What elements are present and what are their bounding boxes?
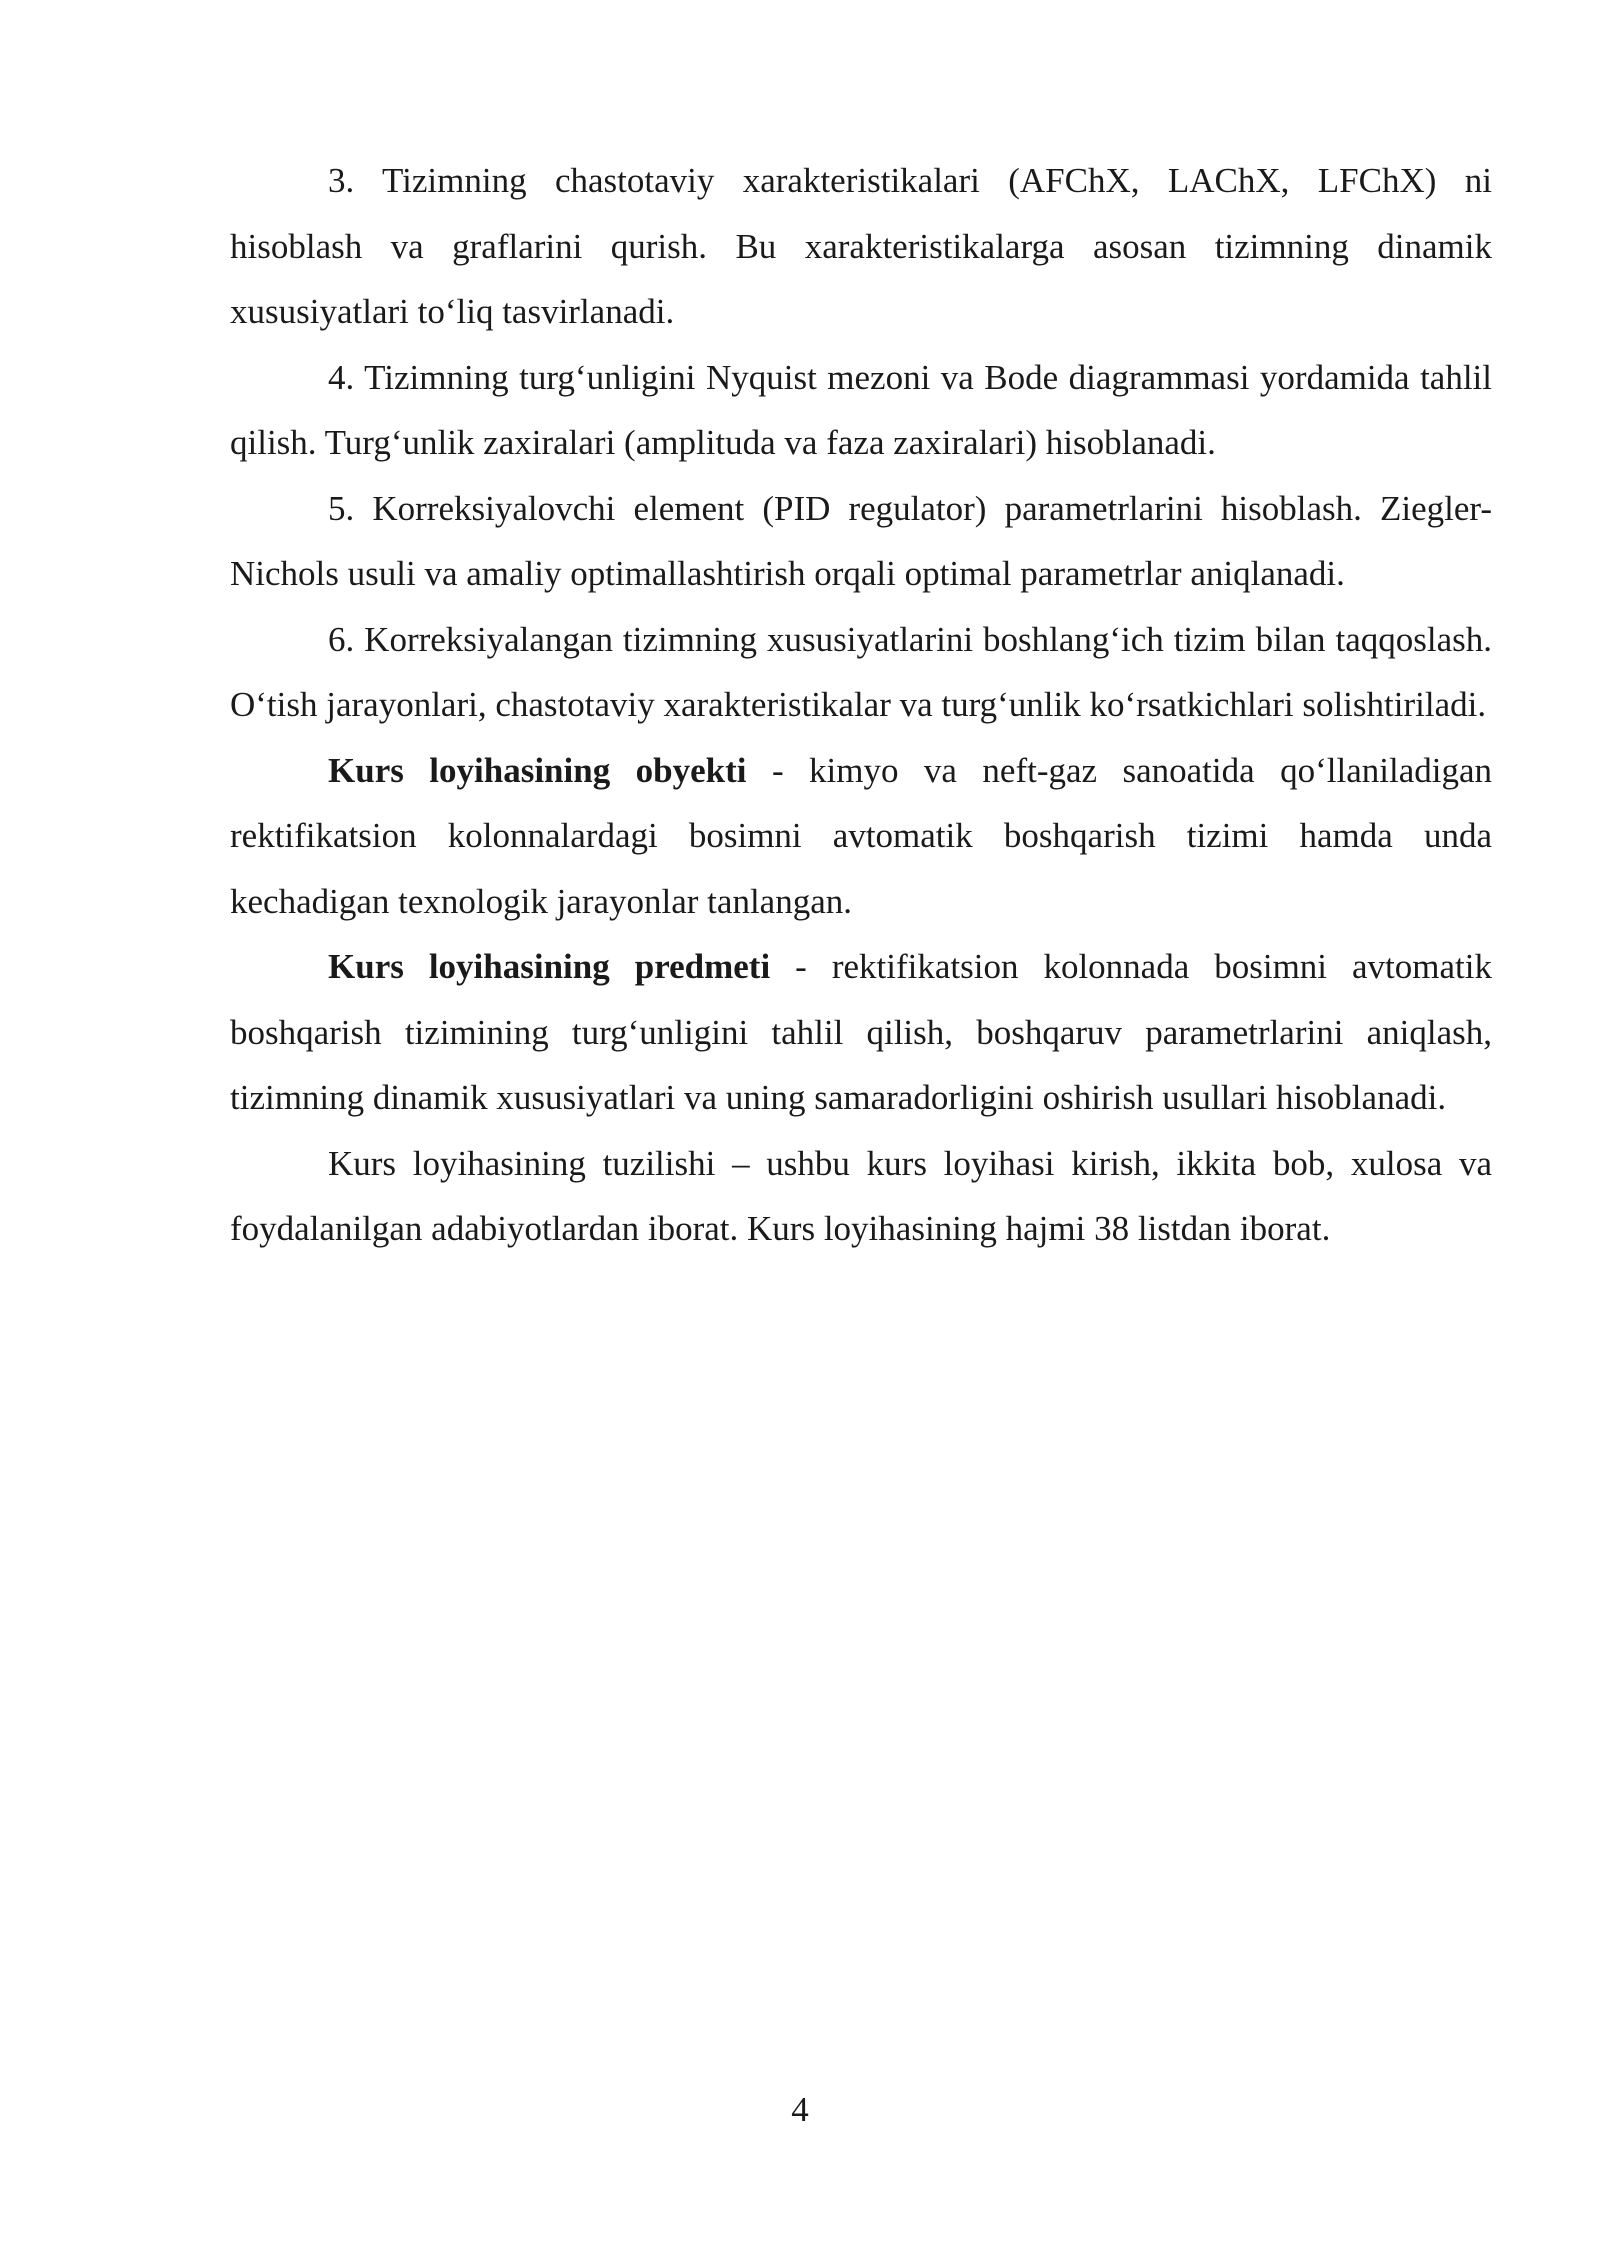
paragraph-step-6 <box>230 607 1492 738</box>
paragraph-step-3 <box>230 148 1492 345</box>
paragraph-text: 6. Korreksiyalangan tizimning xususiyatlarini boshlang‘ich tizim bilan taqqoslash. O‘tish jarayonlari, chastotaviy xarakteristikalar va turg‘unlik ko‘rsatkichlari solishtiriladi. <box>230 619 1492 724</box>
paragraph-text: 5. Korreksiyalovchi element (PID regulator) parametrlarini hisoblash. Ziegler-Nichols usuli va amaliy optimallashtirish orqali optimal parametrlar aniqlanadi. <box>230 488 1492 593</box>
paragraph-structure <box>230 1131 1492 1262</box>
page-number: 4 <box>791 2090 809 2129</box>
paragraph-text: 3. Tizimning chastotaviy xarakteristikalari (AFChX, LAChX, LFChX) ni hisoblash va graflarini qurish. Bu xarakteristikalarga asosan tizimning dinamik xususiyatlari to‘liq tasvirlanadi. <box>230 161 1492 331</box>
paragraph-text: 4. Tizimning turg‘unligini Nyquist mezoni va Bode diagrammasi yordamida tahlil qilish. Turg‘unlik zaxiralari (amplituda va faza zaxiralari) hisoblanadi. <box>230 357 1492 462</box>
paragraph-step-4 <box>230 345 1492 476</box>
paragraph-term: Kurs loyihasining obyekti <box>328 750 747 790</box>
paragraph-text: - kimyo va neft-gaz sanoatida qo‘llaniladigan rektifikatsion kolonnalardagi bosimni avtomatik boshqarish tizimi hamda unda kechadigan texnologik jarayonlar tanlangan. <box>230 750 1492 921</box>
paragraph-step-5 <box>230 476 1492 607</box>
paragraph-term: Kurs loyihasining predmeti <box>328 947 771 986</box>
paragraph-subject <box>230 934 1492 1131</box>
page-body <box>230 148 1492 1262</box>
paragraph-text: - rektifikatsion kolonnada bosimni avtomatik boshqarish tizimining turg‘unligini tahlil qilish, boshqaruv parametrlarini aniqlash, tizimning dinamik xususiyatlari va uning samaradorligini oshirish usullari hisoblanadi. <box>230 947 1492 1117</box>
paragraph-text: Kurs loyihasining tuzilishi – ushbu kurs loyihasi kirish, ikkita bob, xulosa va foydalanilgan adabiyotlardan iborat. Kurs loyihasining hajmi 38 listdan iborat. <box>230 1143 1492 1248</box>
paragraph-object <box>230 738 1492 935</box>
